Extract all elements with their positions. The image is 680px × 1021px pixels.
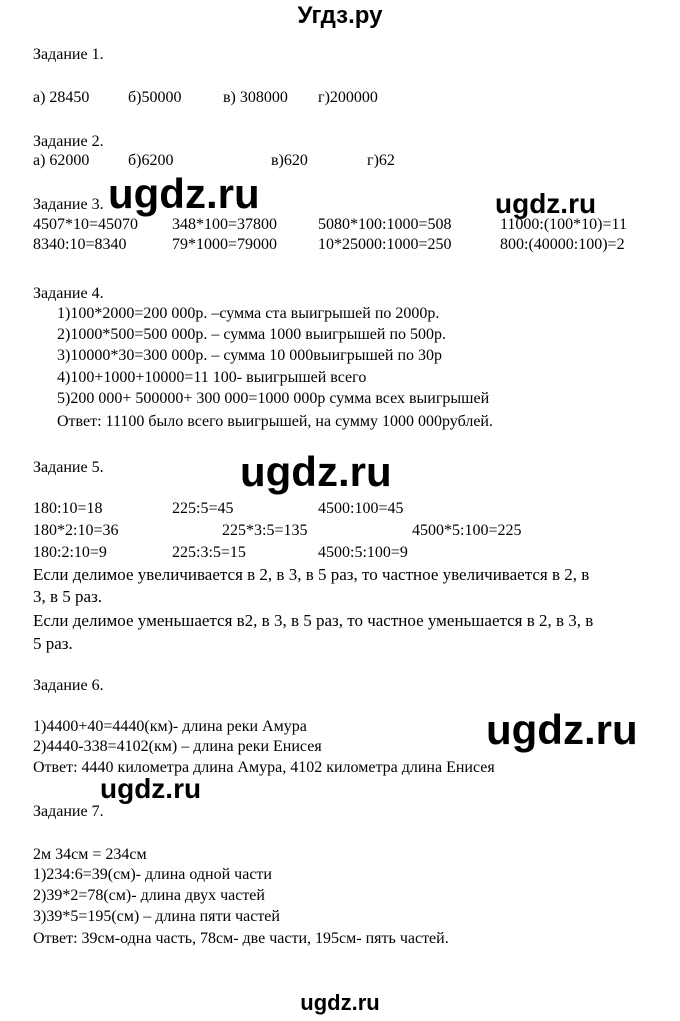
task-2-title: Задание 2. (33, 133, 104, 150)
task-3-row1-col2: 348*100=37800 (172, 216, 278, 233)
task-4-title: Задание 4. (33, 285, 104, 302)
task-4-line-4: 4)100+1000+10000=11 100- выигрышей всего (57, 369, 367, 386)
task-5-row2-col2: 225*3:5=135 (222, 522, 308, 539)
site-header: Угдз.ру (297, 2, 383, 29)
task-5-row3-col2: 225:3:5=15 (172, 544, 246, 561)
task-7-line-1: 2м 34см = 234см (33, 846, 147, 863)
task-1-answer-b: б)50000 (128, 89, 182, 106)
task-5-row3-col1: 180:2:10=9 (33, 544, 107, 561)
task-5-conclusion-1b: 3, в 5 раз. (33, 587, 103, 606)
task-6-line-2: 2)4440-338=4102(км) – длина реки Енисея (33, 738, 322, 755)
watermark: ugdz.ru (486, 706, 638, 753)
task-5-title: Задание 5. (33, 459, 104, 476)
task-7-line-4: 3)39*5=195(см) – длина пяти частей (33, 908, 280, 925)
task-7-answer: Ответ: 39см-одна часть, 78см- две части, 195см- пять частей. (33, 930, 449, 947)
task-4-line-1: 1)100*2000=200 000р. –сумма ста выигрышей по 2000р. (57, 305, 440, 322)
task-5-row1-col3: 4500:100=45 (318, 500, 404, 517)
task-5-row2-col1: 180*2:10=36 (33, 522, 119, 539)
task-6-answer: Ответ: 4440 километра длина Амура, 4102 километра длина Енисея (33, 759, 495, 776)
task-1-answer-g: г)200000 (318, 89, 378, 106)
watermark: ugdz.ru (100, 773, 202, 804)
site-footer: ugdz.ru (300, 990, 380, 1015)
watermark: ugdz.ru (240, 448, 392, 495)
task-4-line-3: 3)10000*30=300 000р. – сумма 10 000выигрышей по 30р (57, 347, 442, 364)
task-3-row2-col1: 8340:10=8340 (33, 236, 127, 253)
task-3-row2-col2: 79*1000=79000 (172, 236, 278, 253)
task-2-answer-a: а) 62000 (33, 152, 90, 169)
task-5-row3-col3: 4500:5:100=9 (318, 544, 408, 561)
task-3-row1-col1: 4507*10=45070 (33, 216, 139, 233)
task-2-answer-b: б)6200 (128, 152, 174, 169)
task-7-line-3: 2)39*2=78(см)- длина двух частей (33, 887, 265, 904)
task-1-title: Задание 1. (33, 46, 104, 63)
task-3-row2-col4: 800:(40000:100)=2 (500, 236, 625, 253)
task-5-row1-col2: 225:5=45 (172, 500, 234, 517)
task-4-line-5: 5)200 000+ 500000+ 300 000=1000 000р сумма всех выигрышей (57, 390, 490, 407)
task-5-conclusion-1a: Если делимое увеличивается в 2, в 3, в 5 раз, то частное увеличивается в 2, в (33, 565, 590, 584)
watermark: ugdz.ru (495, 188, 597, 219)
task-4-line-2: 2)1000*500=500 000р. – сумма 1000 выигрышей по 500р. (57, 326, 446, 343)
task-7-line-2: 1)234:6=39(см)- длина одной части (33, 866, 272, 883)
watermark: ugdz.ru (108, 170, 260, 217)
task-3-row2-col3: 10*25000:1000=250 (318, 236, 452, 253)
task-5-conclusion-2a: Если делимое уменьшается в2, в 3, в 5 раз, то частное уменьшается в 2, в 3, в (33, 611, 594, 630)
task-4-answer: Ответ: 11100 было всего выигрышей, на сумму 1000 000рублей. (57, 413, 493, 430)
task-2-answer-v: в)620 (271, 152, 308, 169)
task-3-row1-col4: 11000:(100*10)=11 (500, 216, 627, 233)
task-2-answer-g: г)62 (367, 152, 395, 169)
task-5-conclusion-2b: 5 раз. (33, 634, 73, 653)
task-1-answer-v: в) 308000 (223, 89, 288, 106)
task-3-title: Задание 3. (33, 196, 104, 213)
task-3-row1-col3: 5080*100:1000=508 (318, 216, 452, 233)
task-5-row1-col1: 180:10=18 (33, 500, 103, 517)
task-6-title: Задание 6. (33, 677, 104, 694)
task-7-title: Задание 7. (33, 803, 104, 820)
task-6-line-1: 1)4400+40=4440(км)- длина реки Амура (33, 718, 307, 735)
task-5-row2-col3: 4500*5:100=225 (412, 522, 522, 539)
task-1-answer-a: а) 28450 (33, 89, 90, 106)
